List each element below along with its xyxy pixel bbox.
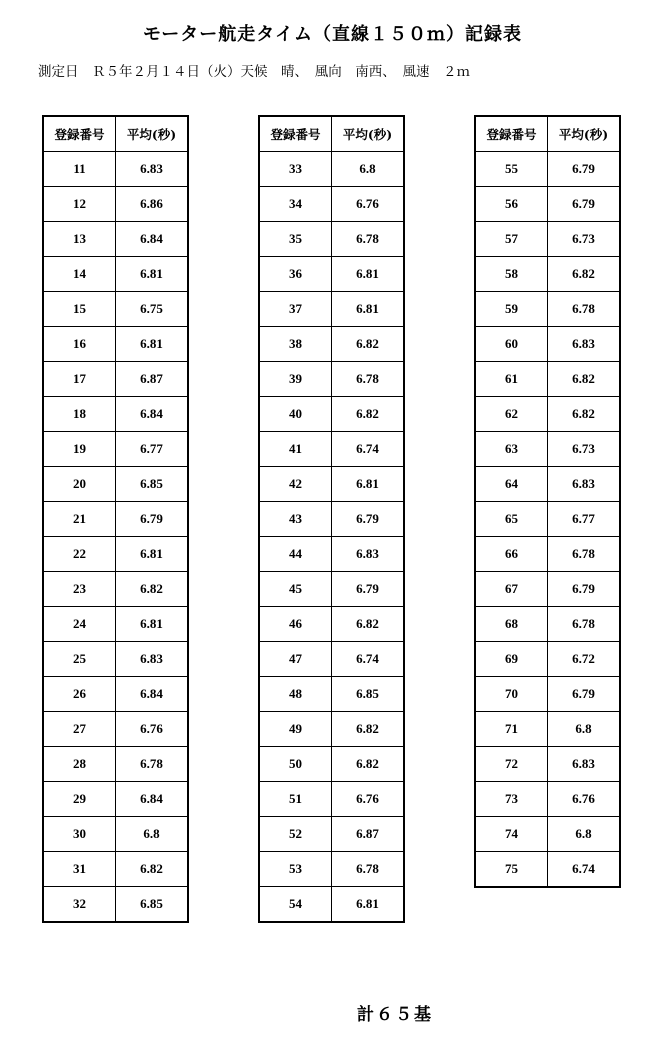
average-time-cell: 6.77 <box>116 432 189 467</box>
table-row <box>259 257 404 292</box>
registration-number-cell: 35 <box>259 222 332 257</box>
registration-number-cell: 26 <box>43 677 116 712</box>
table-row <box>475 642 620 677</box>
average-time-cell: 6.82 <box>332 747 405 782</box>
record-table-3 <box>474 115 621 888</box>
table-row <box>475 257 620 292</box>
registration-number-cell: 64 <box>475 467 548 502</box>
document-title: モーター航走タイム（直線１５０ｍ）記録表 <box>143 24 522 45</box>
table-row <box>43 712 188 747</box>
registration-number-cell: 32 <box>43 887 116 923</box>
average-time-cell: 6.76 <box>116 712 189 747</box>
registration-number-cell: 34 <box>259 187 332 222</box>
registration-number-cell: 61 <box>475 362 548 397</box>
table-row <box>43 887 188 923</box>
average-time-cell: 6.86 <box>116 187 189 222</box>
registration-number-cell: 54 <box>259 887 332 923</box>
average-time-cell: 6.79 <box>548 152 621 187</box>
table-row <box>475 432 620 467</box>
average-time-cell: 6.76 <box>332 187 405 222</box>
table-row <box>475 817 620 852</box>
table-row <box>43 677 188 712</box>
registration-number-cell: 44 <box>259 537 332 572</box>
table-row <box>475 292 620 327</box>
registration-number-cell: 24 <box>43 607 116 642</box>
registration-number-cell: 67 <box>475 572 548 607</box>
registration-number-cell: 29 <box>43 782 116 817</box>
registration-number-cell: 43 <box>259 502 332 537</box>
table-row <box>43 362 188 397</box>
table-row <box>475 607 620 642</box>
table-row <box>475 397 620 432</box>
registration-number-cell: 14 <box>43 257 116 292</box>
table-row <box>475 747 620 782</box>
registration-number-cell: 15 <box>43 292 116 327</box>
average-time-cell: 6.81 <box>116 257 189 292</box>
registration-number-cell: 56 <box>475 187 548 222</box>
registration-number-cell: 55 <box>475 152 548 187</box>
table-row <box>259 782 404 817</box>
average-time-cell: 6.74 <box>548 852 621 888</box>
average-time-cell: 6.78 <box>548 537 621 572</box>
average-time-cell: 6.83 <box>548 467 621 502</box>
average-time-cell: 6.84 <box>116 222 189 257</box>
table-row <box>259 677 404 712</box>
registration-number-cell: 48 <box>259 677 332 712</box>
average-time-cell: 6.8 <box>332 152 405 187</box>
table-row <box>475 572 620 607</box>
table-row <box>475 152 620 187</box>
table-row <box>43 572 188 607</box>
average-time-cell: 6.83 <box>116 642 189 677</box>
average-time-cell: 6.73 <box>548 222 621 257</box>
table-row <box>259 327 404 362</box>
table-row <box>43 187 188 222</box>
header-reg-no: 登録番号 <box>259 116 332 152</box>
table-header-row <box>43 116 188 152</box>
registration-number-cell: 71 <box>475 712 548 747</box>
registration-number-cell: 66 <box>475 537 548 572</box>
registration-number-cell: 57 <box>475 222 548 257</box>
table-header-row <box>475 116 620 152</box>
registration-number-cell: 19 <box>43 432 116 467</box>
header-avg-sec: 平均(秒) <box>548 116 621 152</box>
registration-number-cell: 38 <box>259 327 332 362</box>
record-table-2 <box>258 115 405 923</box>
registration-number-cell: 41 <box>259 432 332 467</box>
average-time-cell: 6.85 <box>116 887 189 923</box>
table-row <box>259 817 404 852</box>
average-time-cell: 6.81 <box>116 607 189 642</box>
registration-number-cell: 74 <box>475 817 548 852</box>
average-time-cell: 6.78 <box>116 747 189 782</box>
table-row <box>475 537 620 572</box>
registration-number-cell: 27 <box>43 712 116 747</box>
table-row <box>259 852 404 887</box>
average-time-cell: 6.76 <box>548 782 621 817</box>
table-row <box>259 572 404 607</box>
average-time-cell: 6.82 <box>332 327 405 362</box>
registration-number-cell: 63 <box>475 432 548 467</box>
registration-number-cell: 40 <box>259 397 332 432</box>
table-row <box>43 642 188 677</box>
table-row <box>259 712 404 747</box>
table-row <box>43 537 188 572</box>
average-time-cell: 6.78 <box>548 607 621 642</box>
table-row <box>475 852 620 888</box>
table-row <box>475 782 620 817</box>
average-time-cell: 6.85 <box>332 677 405 712</box>
average-time-cell: 6.82 <box>548 397 621 432</box>
average-time-cell: 6.82 <box>548 257 621 292</box>
registration-number-cell: 28 <box>43 747 116 782</box>
average-time-cell: 6.81 <box>332 887 405 923</box>
registration-number-cell: 50 <box>259 747 332 782</box>
table-row <box>43 397 188 432</box>
registration-number-cell: 12 <box>43 187 116 222</box>
average-time-cell: 6.79 <box>332 502 405 537</box>
total-count: 計６５基 <box>357 1005 433 1025</box>
registration-number-cell: 75 <box>475 852 548 888</box>
header-reg-no: 登録番号 <box>43 116 116 152</box>
table-row <box>43 292 188 327</box>
average-time-cell: 6.84 <box>116 677 189 712</box>
table-row <box>475 362 620 397</box>
table-row <box>259 607 404 642</box>
average-time-cell: 6.81 <box>332 292 405 327</box>
registration-number-cell: 18 <box>43 397 116 432</box>
average-time-cell: 6.83 <box>548 747 621 782</box>
registration-number-cell: 39 <box>259 362 332 397</box>
registration-number-cell: 51 <box>259 782 332 817</box>
header-avg-sec: 平均(秒) <box>332 116 405 152</box>
header-avg-sec: 平均(秒) <box>116 116 189 152</box>
average-time-cell: 6.85 <box>116 467 189 502</box>
registration-number-cell: 72 <box>475 747 548 782</box>
registration-number-cell: 37 <box>259 292 332 327</box>
registration-number-cell: 65 <box>475 502 548 537</box>
average-time-cell: 6.73 <box>548 432 621 467</box>
table-row <box>43 817 188 852</box>
table-row <box>259 397 404 432</box>
registration-number-cell: 62 <box>475 397 548 432</box>
average-time-cell: 6.77 <box>548 502 621 537</box>
average-time-cell: 6.83 <box>548 327 621 362</box>
average-time-cell: 6.79 <box>548 677 621 712</box>
registration-number-cell: 73 <box>475 782 548 817</box>
table-row <box>43 607 188 642</box>
registration-number-cell: 58 <box>475 257 548 292</box>
table-header-row <box>259 116 404 152</box>
average-time-cell: 6.81 <box>332 467 405 502</box>
table-row <box>43 747 188 782</box>
average-time-cell: 6.84 <box>116 782 189 817</box>
table-row <box>259 537 404 572</box>
average-time-cell: 6.8 <box>116 817 189 852</box>
registration-number-cell: 13 <box>43 222 116 257</box>
registration-number-cell: 45 <box>259 572 332 607</box>
registration-number-cell: 20 <box>43 467 116 502</box>
registration-number-cell: 21 <box>43 502 116 537</box>
table-row <box>43 152 188 187</box>
average-time-cell: 6.82 <box>548 362 621 397</box>
average-time-cell: 6.79 <box>332 572 405 607</box>
average-time-cell: 6.82 <box>332 712 405 747</box>
registration-number-cell: 47 <box>259 642 332 677</box>
table-row <box>259 887 404 923</box>
table-row <box>259 467 404 502</box>
table-row <box>259 362 404 397</box>
average-time-cell: 6.78 <box>332 362 405 397</box>
average-time-cell: 6.82 <box>332 607 405 642</box>
measurement-conditions: 測定日 Ｒ５年２月１４日（火）天候 晴、 風向 南西、 風速 ２ｍ <box>38 64 470 80</box>
average-time-cell: 6.75 <box>116 292 189 327</box>
table-row <box>475 222 620 257</box>
registration-number-cell: 23 <box>43 572 116 607</box>
table-row <box>475 712 620 747</box>
table-row <box>475 187 620 222</box>
average-time-cell: 6.76 <box>332 782 405 817</box>
table-row <box>259 432 404 467</box>
average-time-cell: 6.79 <box>548 187 621 222</box>
table-row <box>259 222 404 257</box>
average-time-cell: 6.8 <box>548 817 621 852</box>
registration-number-cell: 60 <box>475 327 548 362</box>
table-row <box>43 222 188 257</box>
table-row <box>475 467 620 502</box>
average-time-cell: 6.82 <box>116 572 189 607</box>
registration-number-cell: 42 <box>259 467 332 502</box>
registration-number-cell: 30 <box>43 817 116 852</box>
registration-number-cell: 22 <box>43 537 116 572</box>
registration-number-cell: 31 <box>43 852 116 887</box>
average-time-cell: 6.81 <box>116 327 189 362</box>
average-time-cell: 6.79 <box>548 572 621 607</box>
table-row <box>259 747 404 782</box>
average-time-cell: 6.83 <box>116 152 189 187</box>
registration-number-cell: 17 <box>43 362 116 397</box>
table-row <box>43 782 188 817</box>
table-row <box>43 467 188 502</box>
average-time-cell: 6.87 <box>116 362 189 397</box>
registration-number-cell: 68 <box>475 607 548 642</box>
table-row <box>43 502 188 537</box>
registration-number-cell: 36 <box>259 257 332 292</box>
registration-number-cell: 16 <box>43 327 116 362</box>
registration-number-cell: 49 <box>259 712 332 747</box>
table-row <box>43 327 188 362</box>
registration-number-cell: 69 <box>475 642 548 677</box>
table-row <box>259 187 404 222</box>
average-time-cell: 6.81 <box>116 537 189 572</box>
table-row <box>43 852 188 887</box>
table-row <box>43 432 188 467</box>
registration-number-cell: 52 <box>259 817 332 852</box>
table-row <box>259 152 404 187</box>
table-row <box>475 327 620 362</box>
table-row <box>259 502 404 537</box>
average-time-cell: 6.84 <box>116 397 189 432</box>
average-time-cell: 6.81 <box>332 257 405 292</box>
average-time-cell: 6.83 <box>332 537 405 572</box>
average-time-cell: 6.74 <box>332 432 405 467</box>
table-row <box>475 502 620 537</box>
average-time-cell: 6.72 <box>548 642 621 677</box>
table-row <box>475 677 620 712</box>
header-reg-no: 登録番号 <box>475 116 548 152</box>
average-time-cell: 6.78 <box>332 852 405 887</box>
table-row <box>259 642 404 677</box>
registration-number-cell: 70 <box>475 677 548 712</box>
table-row <box>43 257 188 292</box>
average-time-cell: 6.82 <box>332 397 405 432</box>
average-time-cell: 6.8 <box>548 712 621 747</box>
registration-number-cell: 46 <box>259 607 332 642</box>
registration-number-cell: 59 <box>475 292 548 327</box>
average-time-cell: 6.82 <box>116 852 189 887</box>
table-row <box>259 292 404 327</box>
average-time-cell: 6.78 <box>548 292 621 327</box>
registration-number-cell: 53 <box>259 852 332 887</box>
registration-number-cell: 33 <box>259 152 332 187</box>
average-time-cell: 6.78 <box>332 222 405 257</box>
average-time-cell: 6.79 <box>116 502 189 537</box>
record-table-1 <box>42 115 189 923</box>
registration-number-cell: 11 <box>43 152 116 187</box>
average-time-cell: 6.74 <box>332 642 405 677</box>
average-time-cell: 6.87 <box>332 817 405 852</box>
registration-number-cell: 25 <box>43 642 116 677</box>
